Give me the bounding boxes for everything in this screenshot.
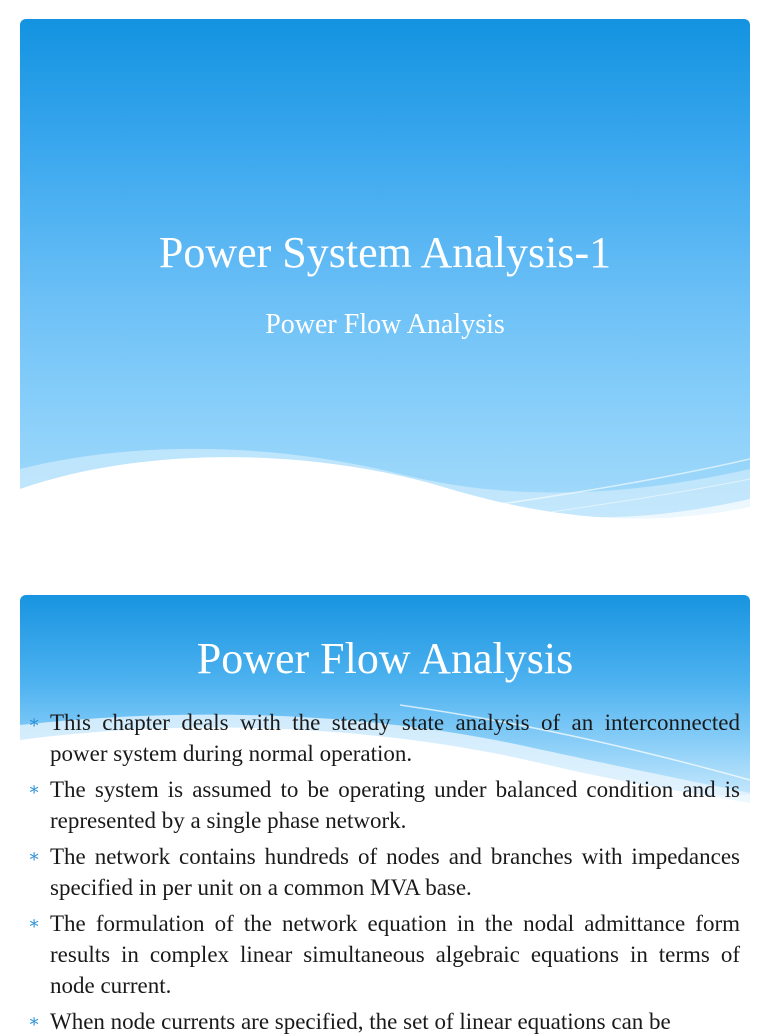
slide-title: Power System Analysis-1 bbox=[158, 228, 612, 277]
bullet-text: The network contains hundreds of nodes and branches with impedances specified in per unit on a common MVA base. bbox=[50, 844, 740, 900]
list-item bbox=[28, 707, 740, 769]
bullet-text: The formulation of the network equation in the nodal admittance form results in complex linear simultaneous algebraic equations in terms of node current. bbox=[50, 911, 740, 998]
content-title: Power Flow Analysis bbox=[196, 634, 574, 683]
list-item bbox=[28, 1006, 740, 1035]
list-item bbox=[28, 841, 740, 903]
list-item bbox=[28, 908, 740, 1001]
bullet-text: When node currents are specified, the set of linear equations can be bbox=[50, 1009, 671, 1034]
wave-decoration bbox=[20, 399, 750, 531]
asterisk-bullet-icon: ∗ bbox=[28, 913, 41, 933]
title-slide bbox=[20, 19, 750, 531]
bullet-text: This chapter deals with the steady state analysis of an interconnected power system during normal operation. bbox=[50, 710, 740, 766]
asterisk-bullet-icon: ∗ bbox=[28, 846, 41, 866]
bullet-text: The system is assumed to be operating under balanced condition and is represented by a single phase network. bbox=[50, 777, 740, 833]
asterisk-bullet-icon: ∗ bbox=[28, 712, 41, 732]
slide-subtitle: Power Flow Analysis bbox=[265, 309, 505, 340]
content-slide bbox=[20, 595, 750, 1035]
asterisk-bullet-icon: ∗ bbox=[28, 1011, 41, 1031]
bullet-list bbox=[28, 707, 740, 1035]
asterisk-bullet-icon: ∗ bbox=[28, 779, 41, 799]
list-item bbox=[28, 774, 740, 836]
